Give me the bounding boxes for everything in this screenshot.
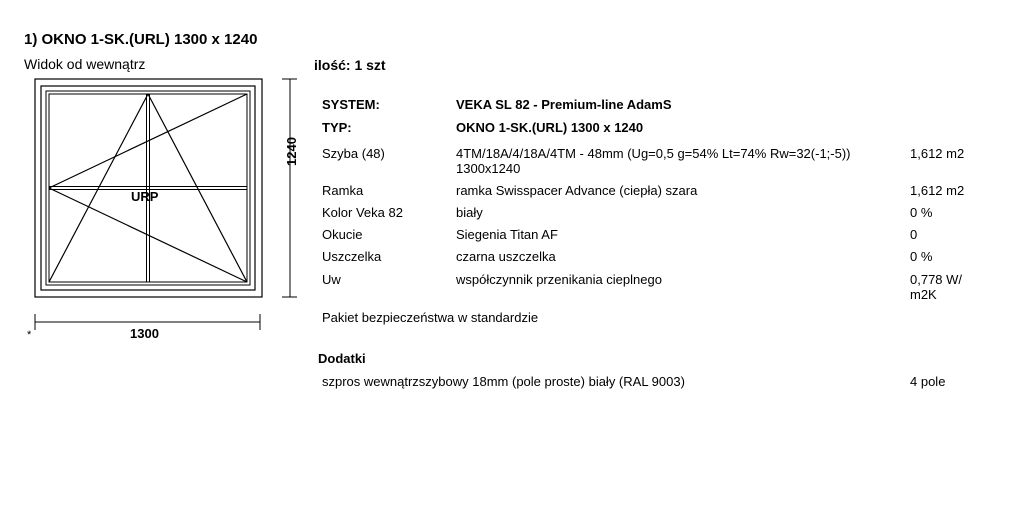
origin-mark: * [27, 329, 32, 341]
height-dimension-line [282, 79, 297, 297]
spec-row-value: Siegenia Titan AF [456, 227, 558, 242]
spec-row-value: ramka Swisspacer Advance (ciepła) szara [456, 183, 698, 198]
outer-frame [35, 79, 262, 297]
spec-row-label: Uw [322, 272, 341, 287]
spec-row-amount: 0,778 W/ m2K [910, 272, 963, 302]
sash-type-label: URP [131, 189, 159, 204]
spec-row-amount: 0 % [910, 205, 933, 220]
extras-item-name: szpros wewnątrzszybowy 18mm (pole proste) biały (RAL 9003) [322, 374, 685, 389]
spec-row-amount: 1,612 m2 [910, 146, 965, 161]
view-label: Widok od wewnątrz [24, 56, 146, 72]
quantity-label: ilość: 1 szt [314, 57, 386, 73]
sash-inner [49, 94, 247, 282]
extras-item-amount: 4 pole [910, 374, 946, 389]
safety-package-note: Pakiet bezpieczeństwa w standardzie [322, 310, 539, 325]
spec-row-label: Szyba (48) [322, 146, 385, 161]
system-label: SYSTEM: [322, 97, 380, 112]
window-title: 1) OKNO 1-SK.(URL) 1300 x 1240 [24, 31, 258, 48]
opening-lines [49, 94, 247, 282]
spec-row-value: czarna uszczelka [456, 249, 556, 264]
spec-row-label: Uszczelka [322, 249, 382, 264]
width-dimension: 1300 [130, 326, 159, 341]
type-label: TYP: [322, 120, 352, 135]
spec-row-amount: 0 [910, 227, 918, 242]
type-value: OKNO 1-SK.(URL) 1300 x 1240 [456, 120, 644, 135]
spec-row-value: 4TM/18A/4/18A/4TM - 48mm (Ug=0,5 g=54% Lt=74% Rw=32(-1;-5)) 1300x1240 [456, 146, 851, 176]
inner-frame [41, 86, 255, 290]
muntin-vertical [147, 94, 150, 282]
system-value: VEKA SL 82 - Premium-line AdamS [456, 97, 672, 112]
window-drawing [0, 0, 300, 350]
extras-heading: Dodatki [318, 351, 366, 366]
spec-row-amount: 1,612 m2 [910, 183, 965, 198]
spec-row-label: Kolor Veka 82 [322, 205, 403, 220]
spec-row-amount: 0 % [910, 249, 933, 264]
height-dimension: 1240 [284, 137, 299, 166]
spec-row-label: Okucie [322, 227, 363, 242]
spec-row-value: biały [456, 205, 483, 220]
spec-row-value: współczynnik przenikania cieplnego [456, 272, 662, 287]
sash-outer [46, 91, 250, 285]
spec-row-label: Ramka [322, 183, 364, 198]
